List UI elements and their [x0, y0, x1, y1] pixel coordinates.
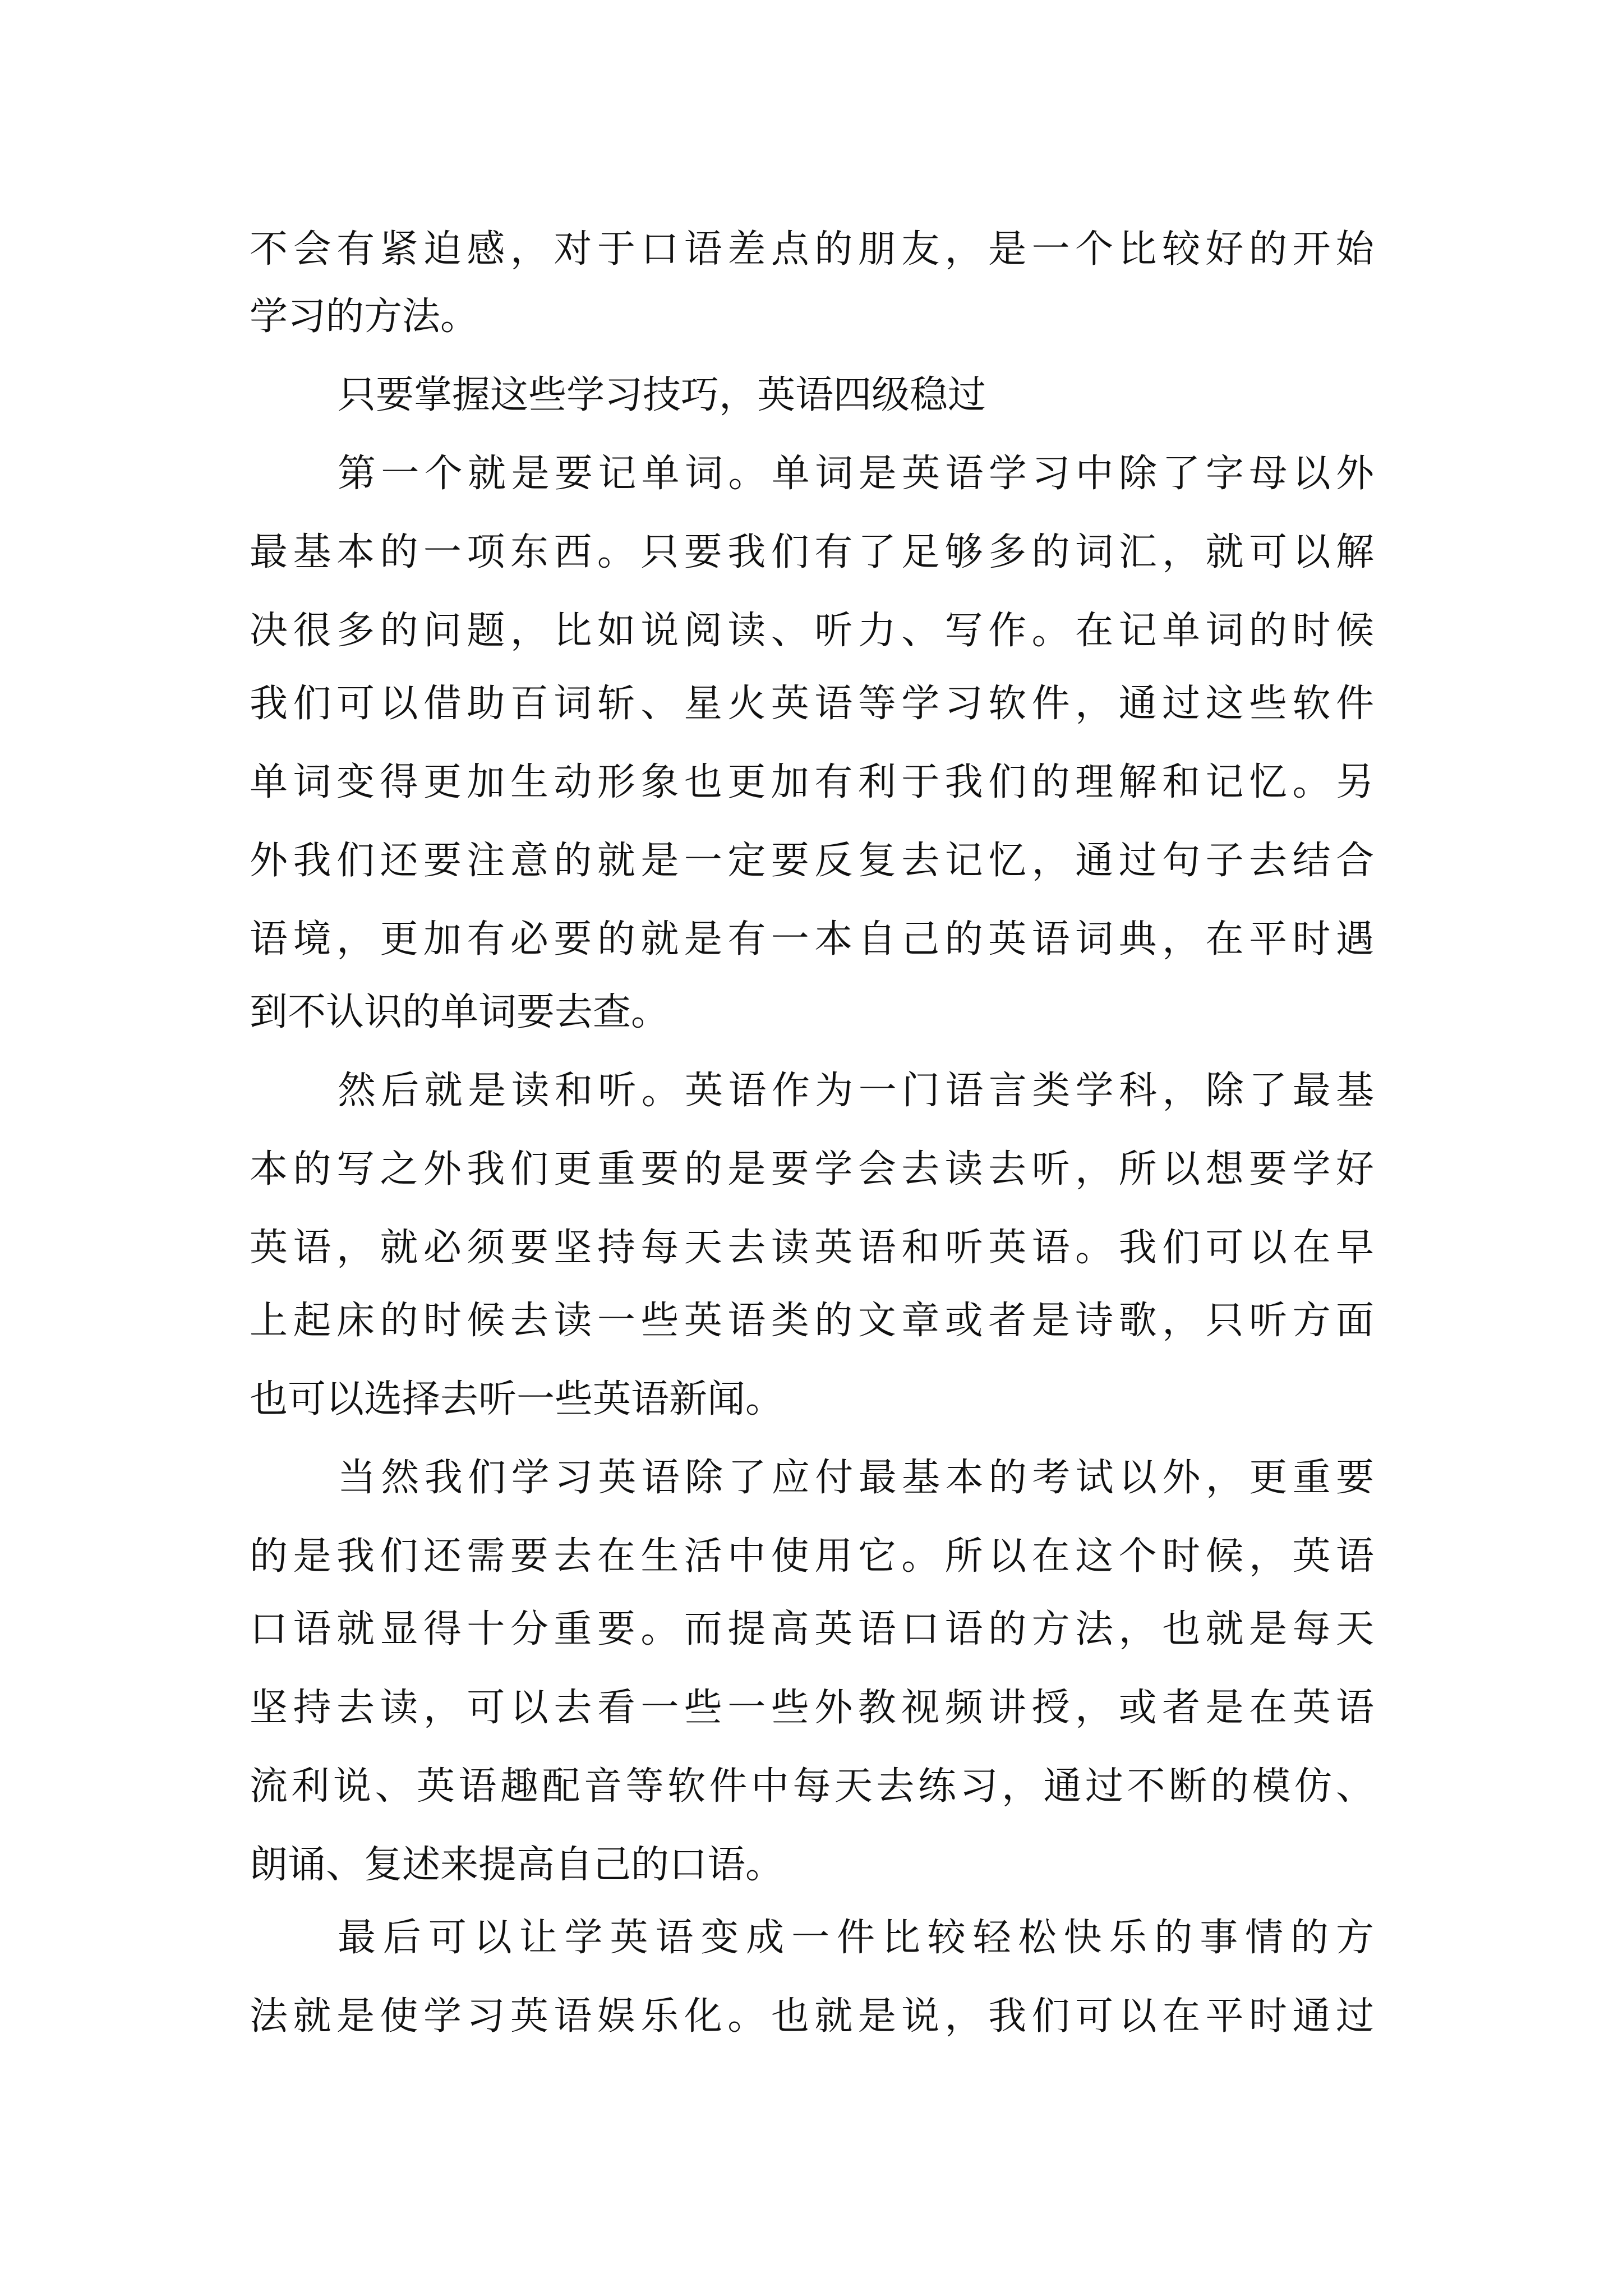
text-line: 最后可以让学英语变成一件比较轻松快乐的事情的方	[338, 1916, 1374, 1960]
text-line: 决很多的问题，比如说阅读、听力、写作。在记单词的时候	[250, 609, 1374, 653]
text-line: 到不认识的单词要去查。	[250, 990, 670, 1034]
section-heading: 只要掌握这些学习技巧，英语四级稳过	[338, 373, 986, 417]
text-line: 最基本的一项东西。只要我们有了足够多的词汇，就可以解	[250, 530, 1374, 574]
text-line: 语境，更加有必要的就是有一本自己的英语词典，在平时遇	[250, 917, 1374, 961]
text-line: 朗诵、复述来提高自己的口语。	[250, 1843, 784, 1887]
text-line: 上起床的时候去读一些英语类的文章或者是诗歌，只听方面	[250, 1299, 1374, 1343]
text-line: 也可以选择去听一些英语新闻。	[250, 1377, 784, 1421]
text-line: 然后就是读和听。英语作为一门语言类学科，除了最基	[338, 1069, 1374, 1113]
text-line: 流利说、英语趣配音等软件中每天去练习，通过不断的模仿、	[250, 1764, 1374, 1809]
text-line: 的是我们还需要去在生活中使用它。所以在这个时候，英语	[250, 1534, 1374, 1579]
text-line: 外我们还要注意的就是一定要反复去记忆，通过句子去结合	[250, 839, 1374, 883]
text-line: 本的写之外我们更重要的是要学会去读去听，所以想要学好	[250, 1147, 1374, 1191]
text-line: 单词变得更加生动形象也更加有利于我们的理解和记忆。另	[250, 760, 1374, 804]
text-line: 英语，就必须要坚持每天去读英语和听英语。我们可以在早	[250, 1226, 1374, 1270]
text-line: 学习的方法。	[250, 295, 479, 339]
text-line: 法就是使学习英语娱乐化。也就是说，我们可以在平时通过	[250, 1994, 1374, 2039]
text-line: 坚持去读，可以去看一些一些外教视频讲授，或者是在英语	[250, 1686, 1374, 1730]
text-line: 当然我们学习英语除了应付最基本的考试以外，更重要	[338, 1456, 1374, 1500]
text-line: 我们可以借助百词斩、星火英语等学习软件，通过这些软件	[250, 682, 1374, 726]
text-line: 口语就显得十分重要。而提高英语口语的方法，也就是每天	[250, 1607, 1374, 1651]
text-line: 不会有紧迫感，对于口语差点的朋友，是一个比较好的开始	[250, 227, 1374, 272]
text-line: 第一个就是要记单词。单词是英语学习中除了字母以外	[338, 452, 1374, 496]
